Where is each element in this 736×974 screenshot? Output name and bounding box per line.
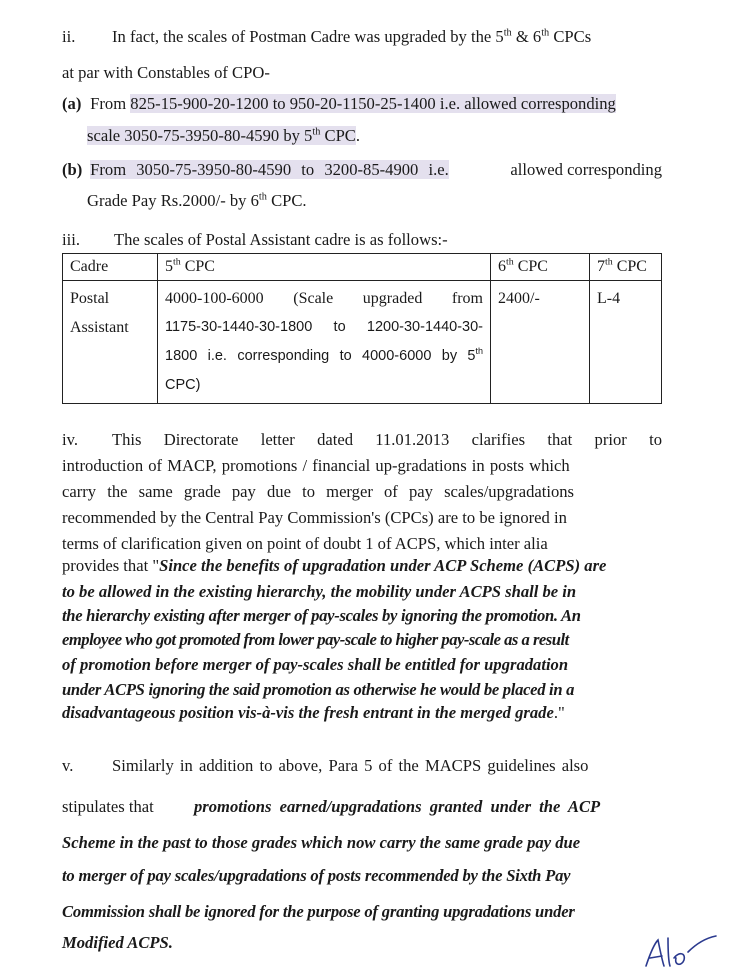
para-iv-line1: [62, 430, 662, 450]
cell-5th-cpc: [158, 281, 491, 404]
para-iv-line6-plain: provides that ": [62, 556, 160, 575]
para-iv-line6-quote: Since the benefits of upgradation under ACP Scheme (ACPS) are: [159, 556, 607, 575]
item-b-rest: allowed corresponding: [510, 160, 662, 179]
para-iv-number: iv.: [62, 430, 78, 449]
cpc5-line2: 1175-30-1440-30-1800 to 1200-30-1440-30-: [165, 319, 483, 335]
para-iv-line12-end: .": [553, 703, 565, 722]
para-iv-line11: under ACPS ignoring the said promotion as otherwise he would be placed in a: [62, 680, 575, 699]
para-iv-line10: of promotion before merger of pay-scales shall be entitled for upgradation: [62, 655, 569, 674]
para-v-line4: to merger of pay scales/upgradations of posts recommended by the Sixth Pay: [62, 866, 571, 885]
para-v-text-line1: Similarly in addition to above, Para 5 of the MACPS guidelines also: [112, 756, 589, 775]
para-v-line2: [62, 797, 662, 817]
para-v-line5: Commission shall be ignored for the purpose of granting upgradations under: [62, 902, 575, 921]
para-iv-text-line1: This Directorate letter dated 11.01.2013 clarifies that prior to: [112, 430, 662, 449]
item-a-highlight-2: scale 3050-75-3950-80-4590 by 5th CPC: [87, 126, 356, 145]
para-ii-line2: at par with Constables of CPO-: [62, 63, 270, 82]
para-iv-line6: [62, 556, 662, 576]
para-iv-line8: the hierarchy existing after merger of pay-scales by ignoring the promotion. An: [62, 606, 581, 625]
cell-cadre: [63, 281, 158, 404]
para-v-number: v.: [62, 756, 74, 775]
para-ii-line1: [62, 27, 662, 47]
para-iv-line3: carry the same grade pay due to merger of pay scales/upgradations: [62, 482, 575, 501]
para-v-line2-quote: promotions earned/upgradations granted under the ACP: [194, 797, 601, 816]
para-iv-line9: employee who got promoted from lower pay-scale to higher pay-scale as a result: [62, 630, 569, 649]
para-iv-line7: to be allowed in the existing hierarchy, the mobility under ACPS shall be in: [62, 582, 577, 601]
cadre-line1: Postal: [70, 290, 110, 307]
cell-7th-cpc: L-4: [590, 281, 662, 404]
para-v-line3: Scheme in the past to those grades which now carry the same grade pay due: [62, 833, 581, 852]
cadre-line2: Assistant: [70, 319, 129, 336]
para-iv-line12-quote: disadvantageous position vis-à-vis the fresh entrant in the merged grade: [62, 703, 554, 722]
para-iii-number: iii.: [62, 230, 80, 249]
para-iv-line4: recommended by the Central Pay Commission's (CPCs) are to be ignored in: [62, 508, 567, 527]
header-7th-cpc: 7th CPC: [590, 254, 662, 281]
para-ii-text-line1: In fact, the scales of Postman Cadre was upgraded by the 5th & 6th CPCs: [112, 27, 592, 46]
item-a-line2: [87, 126, 687, 146]
postal-assistant-scales-table: [62, 253, 662, 404]
item-b-line1: [62, 160, 662, 180]
cpc5-line1: 4000-100-6000 (Scale upgraded from: [165, 290, 483, 307]
item-b-line2: Grade Pay Rs.2000/- by 6th CPC.: [87, 191, 307, 210]
para-ii-number: ii.: [62, 27, 76, 46]
para-iv-line12: [62, 703, 662, 723]
signature-initials: [640, 930, 720, 970]
cell-6th-cpc: 2400/-: [491, 281, 590, 404]
table-row: [63, 281, 662, 404]
header-6th-cpc: 6th CPC: [491, 254, 590, 281]
para-iii-text: The scales of Postal Assistant cadre is as follows:-: [114, 230, 448, 249]
item-b-highlight: From 3050-75-3950-80-4590 to 3200-85-4900 i.e.: [90, 160, 449, 179]
cpc5-line3: 1800 i.e. corresponding to 4000-6000 by 5th: [165, 346, 483, 364]
para-v-line6: Modified ACPS.: [62, 933, 173, 952]
para-v-line1: [62, 756, 662, 776]
table-header-row: [63, 254, 662, 281]
item-a-prefix: From: [90, 94, 127, 113]
cpc5-line4: CPC): [165, 377, 201, 393]
para-iv-line5: terms of clarification given on point of doubt 1 of ACPS, which inter alia: [62, 534, 548, 553]
para-v-line2-plain: stipulates that: [62, 797, 154, 816]
header-cadre: Cadre: [63, 254, 158, 281]
para-iii-heading: [62, 230, 662, 250]
item-a-highlight-1: 825-15-900-20-1200 to 950-20-1150-25-1400 i.e. allowed corresponding: [130, 94, 616, 113]
item-b-label: (b): [62, 160, 83, 179]
item-a-line1: [62, 94, 662, 114]
item-a-label: (a): [62, 94, 82, 113]
item-a-end: .: [355, 126, 361, 145]
para-iv-line2: introduction of MACP, promotions / financial up-gradations in posts which: [62, 456, 570, 475]
header-5th-cpc: 5th CPC: [158, 254, 491, 281]
